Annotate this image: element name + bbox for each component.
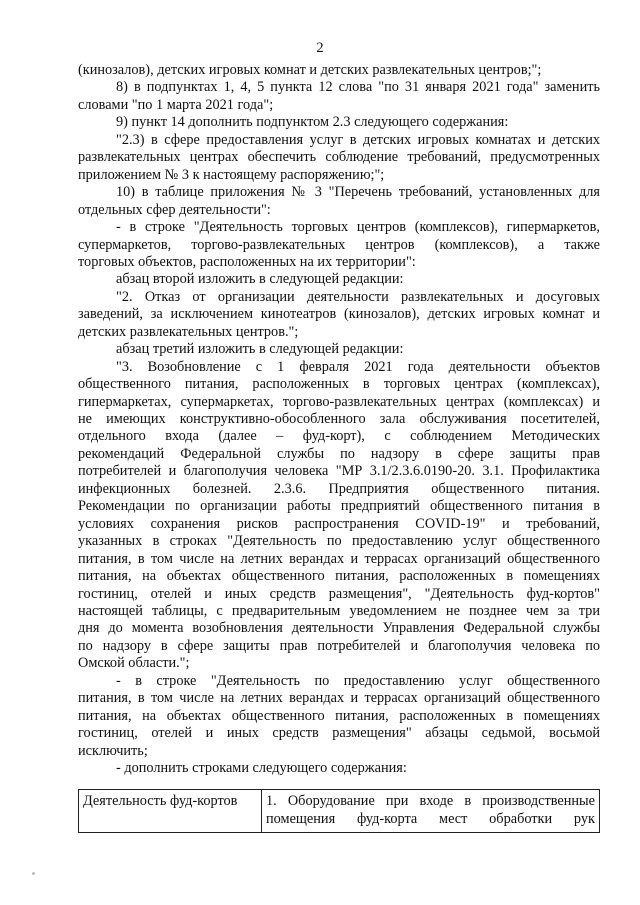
text-line: - дополнить строками следующего содержания: — [116, 760, 407, 776]
text-line: общественного питания, расположенных в торговых центрах (комплексах), — [78, 376, 600, 392]
text-line: питания, в том числе на летних верандах и террасах организаций общественного — [78, 551, 600, 567]
text-line: питания, на объектах общественного питания, расположенных в помещениях — [78, 708, 600, 724]
text-line: питания, на объектах общественного питания, расположенных в помещениях — [78, 568, 600, 584]
page-number: 2 — [316, 40, 324, 56]
text-line: 10) в таблице приложения № 3 "Перечень требований, установленных для — [116, 184, 600, 200]
text-line: детских развлекательных центров."; — [78, 324, 299, 340]
text-line: словами "по 1 марта 2021 года"; — [78, 97, 274, 113]
text-line: гостиниц, отелей и иных средств размещения", "Деятельность фуд-кортов" — [78, 586, 600, 602]
table-row — [79, 790, 600, 833]
text-line: - в строке "Деятельность торговых центров (комплексов), гипермаркетов, — [116, 219, 600, 235]
text-line: абзац третий изложить в следующей редакции: — [116, 341, 404, 357]
text-line: инфекционных болезней. 2.3.6. Предприятия общественного питания. — [78, 481, 600, 497]
text-line: заведений, за исключением кинотеатров (кинозалов), детских игровых комнат и — [78, 306, 600, 322]
text-line: рекомендаций Федеральной службы по надзору в сфере защиты прав — [78, 446, 600, 462]
text-line: потребителей и благополучия человека "МР 3.1/2.3.6.0190-20. 3.1. Профилактика — [78, 463, 600, 479]
table-cell-requirements — [262, 790, 600, 833]
text-line: "2.3) в сфере предоставления услуг в детских игровых комнатах и детских — [116, 132, 600, 148]
text-line: супермаркетов, торгово-развлекательных центров (комплексов), а также — [78, 237, 600, 253]
text-line: 8) в подпунктах 1, 4, 5 пункта 12 слова "по 31 января 2021 года" заменить — [116, 79, 600, 95]
text-line: 9) пункт 14 дополнить подпунктом 2.3 следующего содержания: — [116, 114, 509, 130]
text-line: питания, в том числе на летних верандах и террасах организаций общественного — [78, 690, 600, 706]
text-line: Омской области."; — [78, 655, 190, 671]
text-line: отдельных сфер деятельности": — [78, 202, 271, 218]
text-line: "2. Отказ от организации деятельности развлекательных и досуговых — [116, 289, 600, 305]
text-line: "3. Возобновление с 1 февраля 2021 года деятельности объектов — [116, 359, 600, 375]
table-cell-activity: Деятельность фуд-кортов — [79, 790, 262, 833]
text-line: торговых объектов, расположенных на их территории": — [78, 254, 416, 270]
text-line: гипермаркетах, супермаркетах, торгово-развлекательных центрах (комплексах) и — [78, 394, 600, 410]
text-line: условиях сохранения рисков распространения COVID-19" и требований, — [78, 516, 600, 532]
text-line: Рекомендации по организации работы предприятий общественного питания в — [78, 498, 600, 514]
text-line: отдельного входа (далее – фуд-корт), с соблюдением Методических — [78, 428, 600, 444]
text-line: развлекательных центрах обеспечить соблюдение требований, предусмотренных — [78, 149, 600, 165]
text-line: указанных в строках "Деятельность по предоставлению услуг общественного — [78, 533, 600, 549]
text-line: гостиниц, отелей и иных средств размещения" абзацы седьмой, восьмой — [78, 725, 600, 741]
text-line: по надзору в сфере защиты прав потребителей и благополучия человека по — [78, 638, 600, 654]
text-line: (кинозалов), детских игровых комнат и детских развлекательных центров;"; — [78, 62, 542, 78]
text-line: исключить; — [78, 743, 148, 759]
scan-speck — [32, 872, 35, 875]
requirements-table — [78, 789, 600, 833]
text-line: дня до момента возобновления деятельности Управления Федеральной службы — [78, 620, 600, 636]
text-line: приложением № 3 к настоящему распоряжению;"; — [78, 167, 385, 183]
text-line: - в строке "Деятельность по предоставлению услуг общественного — [116, 673, 600, 689]
text-line: настоящей таблицы, с предварительным уведомлением не позднее чем за три — [78, 603, 600, 619]
text-line: не имеющих конструктивно-обособленного зала обслуживания посетителей, — [78, 411, 600, 427]
cell-line: 1. Оборудование при входе в производственные — [266, 793, 595, 809]
cell-line: помещения фуд-корта мест обработки рук — [266, 810, 595, 827]
text-line: абзац второй изложить в следующей редакции: — [116, 271, 404, 287]
